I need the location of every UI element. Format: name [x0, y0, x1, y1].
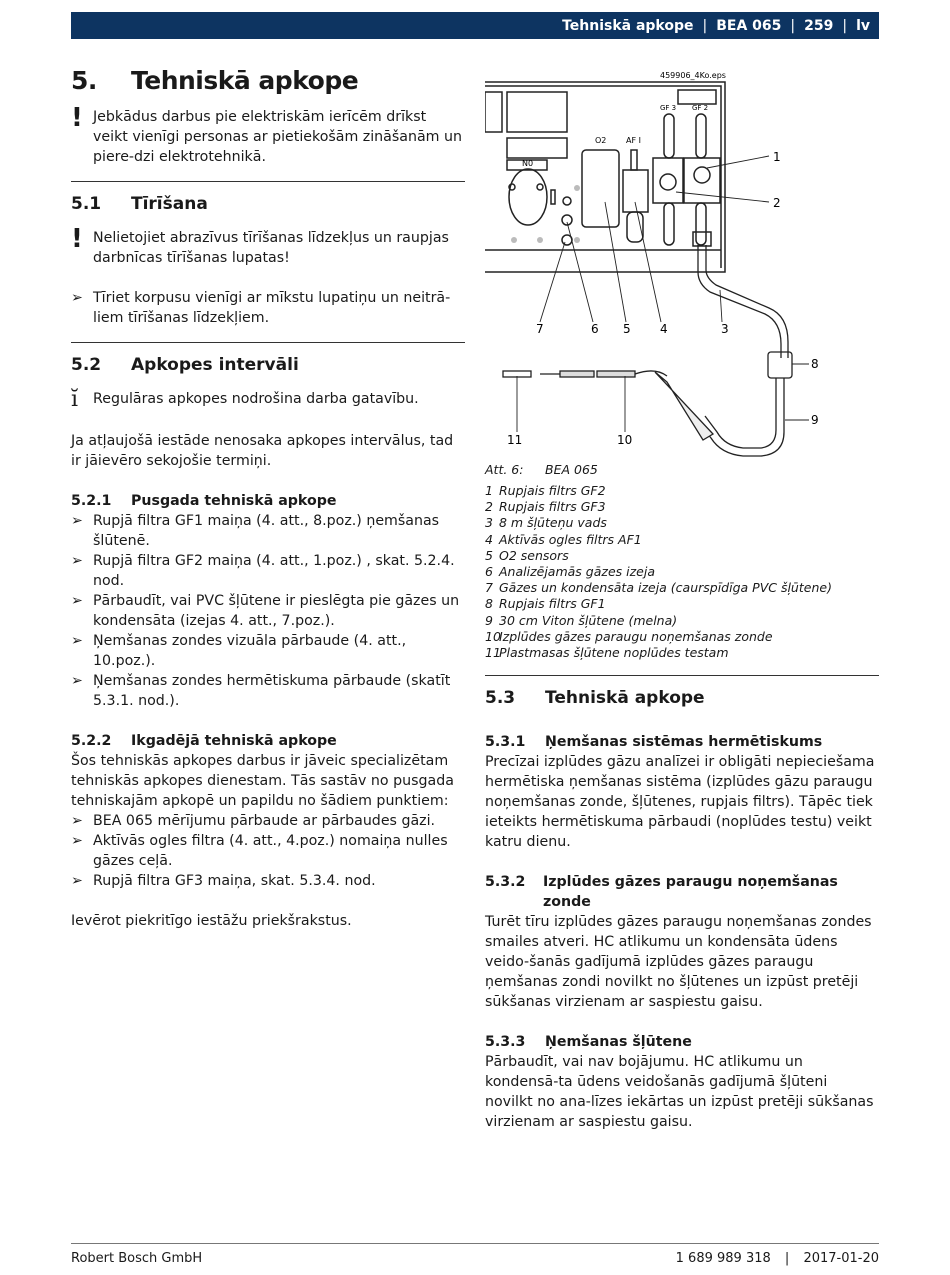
legend-number: 9	[485, 612, 493, 628]
legend-item	[485, 564, 879, 580]
arrow-bullet-icon: ➢	[71, 593, 83, 609]
callout-9: 9	[811, 413, 819, 427]
list-item: ➢ Ņemšanas zondes hermētiskuma pārbaude (skatīt 5.3.1. nod.).	[71, 673, 451, 709]
device-housing-icon	[485, 82, 725, 272]
list-item: ➢ Tīriet korpusu vienīgi ar mīkstu lupatiņu un neitrā-liem tīrīšanas līdzekļiem.	[71, 290, 451, 326]
legend-item	[485, 596, 879, 612]
exclamation-icon: !	[71, 224, 83, 254]
legend-text: 8 m šļūteņu vads	[499, 515, 607, 531]
legend-text: 30 cm Viton šļūtene (melna)	[499, 612, 678, 628]
indicator-dots	[511, 185, 580, 243]
header-section: Tehniskā apkope	[562, 17, 694, 34]
paragraph: Turēt tīru izplūdes gāzes paraugu noņemšanas zondes smailes atveri. HC atlikumu un kondensāta ūdens veido-šanās gadījumā izplūdes gāzes paraugu ņemšanas zondi novilkt no šļūtenes un izpūst pretēji sūkšanas virzienam ar saspiestu gaisu.	[485, 914, 872, 1011]
legend-text: Rupjais filtrs GF3	[499, 499, 606, 515]
callout-11: 11	[507, 433, 523, 447]
label-gf2: GF 2	[692, 104, 709, 112]
cleaning-warning: ! Nelietojiet abrazīvus tīrīšanas līdzekļus un raupjas darbnīcas tīrīšanas lupatas!	[71, 224, 449, 266]
arrow-bullet-icon: ➢	[71, 290, 83, 306]
section-divider	[485, 675, 879, 676]
legend-number: 2	[485, 499, 493, 515]
list-item: ➢ Ņemšanas zondes vizuāla pārbaude (4. att., 10.poz.).	[71, 633, 407, 669]
legend-number: 8	[485, 596, 493, 612]
legend-text: Rupjais filtrs GF1	[499, 596, 606, 612]
legend-number: 10	[485, 628, 501, 644]
header-page-number: 259	[804, 17, 834, 34]
device-figure	[485, 62, 879, 462]
legend-number: 3	[485, 515, 493, 531]
right-column	[485, 62, 879, 1132]
callout-5: 5	[623, 322, 631, 336]
paragraph: Ja atļaujošā iestāde nenosaka apkopes intervālus, tad ir jāievēro sekojošie termiņi.	[71, 433, 454, 469]
arrow-bullet-icon: ➢	[71, 673, 83, 689]
device-diagram	[485, 62, 879, 462]
info-note: ĭ Regulāras apkopes nodrošina darba gatavību.	[71, 387, 419, 412]
paragraph: Šos tehniskās apkopes darbus ir jāveic specializētam tehniskās apkopes dienestam. Tās sastāv no pusgada tehniskajām apkopē un papildu no šādiem punktiem:	[71, 753, 454, 809]
legend-number: 1	[485, 483, 493, 498]
subsection-title-5-3-2: 5.3.2 Izplūdes gāzes paraugu noņemšanas zonde	[485, 874, 838, 911]
callout-lines	[517, 156, 809, 432]
label-o2: O2	[595, 136, 607, 145]
legend-item	[485, 499, 879, 515]
callout-3: 3	[721, 322, 729, 336]
list-item: ➢ Rupjā filtra GF1 maiņa (4. att., 8.poz.) ņemšanas šlūtenē.	[71, 513, 440, 549]
section-divider	[71, 181, 465, 182]
arrow-bullet-icon: ➢	[71, 873, 83, 889]
arrow-bullet-icon: ➢	[71, 513, 83, 529]
legend-number: 5	[485, 547, 493, 563]
arrow-bullet-icon: ➢	[71, 813, 83, 829]
section-title-5-2: 5.2 Apkopes intervāli	[71, 355, 299, 375]
list-item: ➢ Aktīvās ogles filtra (4. att., 4.poz.) nomaiņa nulles gāzes ceļā.	[71, 833, 448, 869]
figure-file-name: 459906_4Ko.eps	[660, 71, 726, 80]
list-item: ➢ Rupjā filtra GF2 maiņa (4. att., 1.poz.) , skat. 5.2.4. nod.	[71, 553, 455, 589]
header-language: lv	[856, 17, 870, 34]
legend-text: O2 sensors	[499, 547, 569, 563]
header-product: BEA 065	[716, 17, 782, 34]
intro-warning: ! Jebkādus darbus pie elektriskām ierīcēm drīkst veikt vienīgi personas ar pietiekošām zināšanām un piere-dzi elektrotehnikā.	[71, 103, 462, 165]
hose-icon	[503, 245, 792, 456]
legend-item	[485, 532, 879, 548]
callout-8: 8	[811, 357, 819, 371]
legend-item	[485, 629, 879, 645]
list-item: ➢ Rupjā filtra GF3 maiņa, skat. 5.3.4. nod.	[71, 873, 376, 889]
legend-text: Analizējamās gāzes izeja	[499, 564, 655, 580]
legend-number: 7	[485, 580, 493, 596]
legend-item	[485, 548, 879, 564]
legend-number: 11	[485, 645, 501, 661]
arrow-bullet-icon: ➢	[71, 553, 83, 569]
legend-text: Rupjais filtrs GF2	[499, 483, 606, 498]
legend-text: Plastmasas šļūtene noplūdes testam	[499, 645, 729, 661]
legend-item	[485, 515, 879, 531]
label-af: AF I	[626, 136, 641, 145]
callout-1: 1	[773, 150, 781, 164]
section-title-5-3: 5.3 Tehniskā apkope	[485, 688, 705, 709]
label-n0: N0	[522, 159, 534, 168]
callout-6: 6	[591, 322, 599, 336]
exclamation-icon: !	[71, 103, 83, 133]
section-title-5-1: 5.1 Tīrīšana	[71, 194, 208, 214]
legend-text: Izplūdes gāzes paraugu noņemšanas zonde	[499, 628, 773, 644]
arrow-bullet-icon: ➢	[71, 633, 83, 649]
chapter-title: 5. Tehniskā apkope	[71, 66, 359, 95]
paragraph: Ievērot piekritīgo iestāžu priekšrakstus.	[71, 913, 352, 929]
list-item: ➢ Pārbaudīt, vai PVC šļūtene ir pieslēgta pie gāzes un kondensāta (izejas 4. att., 7.poz.).	[71, 593, 460, 629]
paragraph: Pārbaudīt, vai nav bojājumu. HC atlikumu un kondensā-ta ūdens veidošanās gadījumā šļūteni novilkt no ana-līzes iekārtas un izpūst pretēji sūkšanas virzienam ar saspiestu gaisu.	[485, 1054, 874, 1131]
legend-text: Gāzes un kondensāta izeja (caurspīdīga PVC šļūtene)	[499, 580, 832, 596]
legend-number: 6	[485, 564, 493, 580]
info-icon: ĭ	[71, 387, 79, 412]
legend-item	[485, 645, 879, 661]
legend-item	[485, 580, 879, 596]
arrow-bullet-icon: ➢	[71, 833, 83, 849]
legend-text: Aktīvās ogles filtrs AF1	[499, 531, 642, 547]
legend-item	[485, 613, 879, 629]
section-divider	[71, 342, 465, 343]
figure-legend	[485, 483, 879, 661]
subsection-title-5-3-1: 5.3.1 Ņemšanas sistēmas hermētiskums	[485, 734, 823, 751]
footer-company: Robert Bosch GmbH	[71, 1251, 203, 1266]
footer-date: 2017-01-20	[803, 1251, 879, 1266]
callout-4: 4	[660, 322, 668, 336]
left-column	[71, 62, 465, 931]
running-header: Tehniskā apkope | BEA 065 | 259 | lv	[71, 12, 879, 39]
subsection-title-5-3-3: 5.3.3 Ņemšanas šļūtene	[485, 1034, 692, 1051]
callout-numbers	[507, 150, 819, 447]
footer-divider	[71, 1243, 879, 1244]
figure-caption: Att. 6: BEA 065	[485, 462, 598, 477]
footer-document-number: 1 689 989 318	[675, 1251, 771, 1266]
callout-7: 7	[536, 322, 544, 336]
subsection-title-5-2-1: 5.2.1 Pusgada tehniskā apkope	[71, 493, 337, 509]
label-gf3: GF 3	[660, 104, 677, 112]
callout-2: 2	[773, 196, 781, 210]
paragraph: Precīzai izplūdes gāzu analīzei ir obligāti nepieciešama hermētiska ņemšanas sistēma (izplūdes gāzu paraugu noņemšanas zonde, šļūtenes, rupjais filtrs). Tāpēc tiek ieteikts hermētiskuma pārbaudi (noplūdes testu) veikt katru dienu.	[485, 754, 875, 851]
legend-item	[485, 483, 879, 499]
subsection-title-5-2-2: 5.2.2 Ikgadējā tehniskā apkope	[71, 733, 337, 749]
callout-10: 10	[617, 433, 633, 447]
legend-number: 4	[485, 531, 493, 547]
list-item: ➢ BEA 065 mērījumu pārbaude ar pārbaudes gāzi.	[71, 813, 436, 829]
footer-info: 1 689 989 318 | 2017-01-20	[675, 1251, 879, 1266]
